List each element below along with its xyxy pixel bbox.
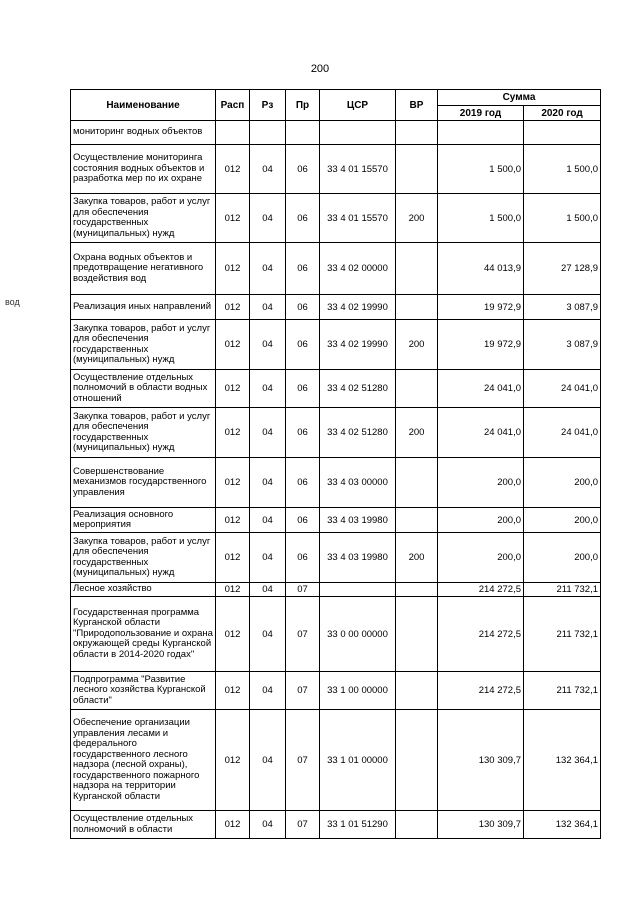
- cell-csr: 33 1 01 00000: [320, 710, 396, 811]
- cell-rz: 04: [250, 194, 286, 243]
- cell-sum-2019: 1 500,0: [438, 145, 524, 194]
- cell-rasp: 012: [216, 508, 250, 533]
- cell-rasp: 012: [216, 145, 250, 194]
- cell-vr: 200: [396, 320, 438, 370]
- header-year-2020: 2020 год: [524, 106, 601, 121]
- cell-rz: 04: [250, 583, 286, 597]
- budget-table: [70, 89, 601, 839]
- cell-sum-2020: 200,0: [524, 508, 601, 533]
- table-row: [71, 295, 601, 320]
- cell-name: Реализация основного мероприятия: [71, 508, 216, 533]
- cell-csr: 33 4 02 19990: [320, 295, 396, 320]
- cell-vr: 200: [396, 194, 438, 243]
- cell-rz: 04: [250, 458, 286, 508]
- cell-vr: 200: [396, 533, 438, 583]
- cell-sum-2019: 130 309,7: [438, 710, 524, 811]
- cell-rasp: 012: [216, 370, 250, 408]
- cell-rz: 04: [250, 597, 286, 672]
- cell-rz: 04: [250, 672, 286, 710]
- cell-sum-2020: [524, 121, 601, 145]
- cell-csr: [320, 583, 396, 597]
- cell-pr: 06: [286, 194, 320, 243]
- cell-rz: 04: [250, 533, 286, 583]
- cell-sum-2020: 3 087,9: [524, 295, 601, 320]
- cell-sum-2019: 214 272,5: [438, 672, 524, 710]
- cell-csr: 33 0 00 00000: [320, 597, 396, 672]
- cell-csr: 33 4 02 51280: [320, 370, 396, 408]
- cell-csr: 33 4 03 00000: [320, 458, 396, 508]
- cell-pr: 06: [286, 295, 320, 320]
- cell-pr: 07: [286, 672, 320, 710]
- cell-csr: [320, 121, 396, 145]
- cell-pr: 06: [286, 408, 320, 458]
- cell-vr: 200: [396, 408, 438, 458]
- table-row: [71, 533, 601, 583]
- cell-rasp: 012: [216, 710, 250, 811]
- cell-pr: 07: [286, 811, 320, 839]
- cell-sum-2020: 1 500,0: [524, 194, 601, 243]
- cell-sum-2019: 44 013,9: [438, 243, 524, 295]
- cell-csr: 33 4 03 19980: [320, 508, 396, 533]
- cell-pr: 06: [286, 508, 320, 533]
- table-row: [71, 408, 601, 458]
- table-row: [71, 145, 601, 194]
- cell-rz: 04: [250, 811, 286, 839]
- cell-sum-2019: 130 309,7: [438, 811, 524, 839]
- table-row: [71, 320, 601, 370]
- cell-pr: 06: [286, 145, 320, 194]
- margin-mark: вод: [5, 297, 20, 307]
- cell-rasp: 012: [216, 672, 250, 710]
- cell-rasp: 012: [216, 458, 250, 508]
- table-row: [71, 121, 601, 145]
- cell-pr: 07: [286, 583, 320, 597]
- cell-name: Государственная программа Курганской области "Природопользование и охрана окружающей среды Курганской области в 2014-2020 годах": [71, 597, 216, 672]
- cell-csr: 33 4 01 15570: [320, 145, 396, 194]
- header-rz: Рз: [250, 90, 286, 121]
- cell-sum-2019: 200,0: [438, 458, 524, 508]
- cell-name: Закупка товаров, работ и услуг для обеспечения государственных (муниципальных) нужд: [71, 408, 216, 458]
- cell-rz: 04: [250, 145, 286, 194]
- cell-rz: 04: [250, 320, 286, 370]
- cell-pr: 06: [286, 320, 320, 370]
- cell-vr: [396, 508, 438, 533]
- cell-name: Реализация иных направлений: [71, 295, 216, 320]
- header-rasp: Расп: [216, 90, 250, 121]
- header-csr: ЦСР: [320, 90, 396, 121]
- cell-vr: [396, 672, 438, 710]
- cell-sum-2020: 211 732,1: [524, 597, 601, 672]
- cell-vr: [396, 295, 438, 320]
- cell-vr: [396, 458, 438, 508]
- table-row: [71, 583, 601, 597]
- cell-name: Закупка товаров, работ и услуг для обеспечения государственных (муниципальных) нужд: [71, 320, 216, 370]
- cell-vr: [396, 121, 438, 145]
- cell-sum-2020: 24 041,0: [524, 408, 601, 458]
- cell-rz: 04: [250, 710, 286, 811]
- cell-sum-2020: 24 041,0: [524, 370, 601, 408]
- table-row: [71, 811, 601, 839]
- cell-rasp: 012: [216, 295, 250, 320]
- cell-vr: [396, 811, 438, 839]
- cell-sum-2019: 214 272,5: [438, 583, 524, 597]
- cell-vr: [396, 583, 438, 597]
- cell-sum-2019: 200,0: [438, 508, 524, 533]
- cell-vr: [396, 145, 438, 194]
- cell-name: Осуществление мониторинга состояния водных объектов и разработка мер по их охране: [71, 145, 216, 194]
- header-sum: Сумма: [438, 90, 601, 106]
- cell-rz: 04: [250, 408, 286, 458]
- cell-name: Закупка товаров, работ и услуг для обеспечения государственных (муниципальных) нужд: [71, 194, 216, 243]
- cell-pr: 06: [286, 243, 320, 295]
- cell-csr: 33 4 02 00000: [320, 243, 396, 295]
- cell-pr: 07: [286, 597, 320, 672]
- cell-name: Закупка товаров, работ и услуг для обеспечения государственных (муниципальных) нужд: [71, 533, 216, 583]
- cell-rasp: [216, 121, 250, 145]
- cell-name: Охрана водных объектов и предотвращение негативного воздействия вод: [71, 243, 216, 295]
- cell-sum-2020: 200,0: [524, 533, 601, 583]
- cell-rasp: 012: [216, 194, 250, 243]
- cell-rz: 04: [250, 295, 286, 320]
- cell-vr: [396, 243, 438, 295]
- cell-sum-2020: 211 732,1: [524, 583, 601, 597]
- cell-rasp: 012: [216, 583, 250, 597]
- cell-rasp: 012: [216, 811, 250, 839]
- header-name: Наименование: [71, 90, 216, 121]
- table-row: [71, 370, 601, 408]
- header-vr: ВР: [396, 90, 438, 121]
- table-row: [71, 243, 601, 295]
- cell-name: Лесное хозяйство: [71, 583, 216, 597]
- cell-vr: [396, 597, 438, 672]
- table-row: [71, 672, 601, 710]
- cell-csr: 33 1 01 51290: [320, 811, 396, 839]
- cell-sum-2019: 19 972,9: [438, 320, 524, 370]
- cell-rz: [250, 121, 286, 145]
- cell-pr: 06: [286, 533, 320, 583]
- cell-rasp: 012: [216, 408, 250, 458]
- table-body: [71, 121, 601, 839]
- cell-sum-2020: 1 500,0: [524, 145, 601, 194]
- cell-pr: 06: [286, 370, 320, 408]
- cell-csr: 33 4 03 19980: [320, 533, 396, 583]
- table-row: [71, 597, 601, 672]
- header-year-2019: 2019 год: [438, 106, 524, 121]
- cell-vr: [396, 710, 438, 811]
- cell-vr: [396, 370, 438, 408]
- cell-name: мониторинг водных объектов: [71, 121, 216, 145]
- table-row: [71, 710, 601, 811]
- cell-sum-2020: 132 364,1: [524, 710, 601, 811]
- cell-sum-2020: 3 087,9: [524, 320, 601, 370]
- cell-sum-2020: 200,0: [524, 458, 601, 508]
- table-row: [71, 458, 601, 508]
- header-pr: Пр: [286, 90, 320, 121]
- cell-pr: 07: [286, 710, 320, 811]
- cell-csr: 33 1 00 00000: [320, 672, 396, 710]
- cell-rasp: 012: [216, 597, 250, 672]
- cell-csr: 33 4 02 19990: [320, 320, 396, 370]
- cell-sum-2020: 132 364,1: [524, 811, 601, 839]
- cell-sum-2020: 27 128,9: [524, 243, 601, 295]
- cell-rasp: 012: [216, 243, 250, 295]
- page-number: 200: [310, 63, 330, 75]
- cell-name: Обеспечение организации управления лесами и федерального государственного лесного надзора (лесной охраны), государственного пожарного надзора на территории Курганской области: [71, 710, 216, 811]
- table-row: [71, 194, 601, 243]
- cell-sum-2019: 24 041,0: [438, 408, 524, 458]
- cell-sum-2020: 211 732,1: [524, 672, 601, 710]
- cell-rasp: 012: [216, 533, 250, 583]
- cell-sum-2019: 200,0: [438, 533, 524, 583]
- cell-sum-2019: 19 972,9: [438, 295, 524, 320]
- cell-rasp: 012: [216, 320, 250, 370]
- cell-rz: 04: [250, 508, 286, 533]
- cell-sum-2019: [438, 121, 524, 145]
- cell-sum-2019: 1 500,0: [438, 194, 524, 243]
- cell-name: Осуществление отдельных полномочий в области: [71, 811, 216, 839]
- cell-rz: 04: [250, 370, 286, 408]
- cell-csr: 33 4 01 15570: [320, 194, 396, 243]
- cell-name: Подпрограмма "Развитие лесного хозяйства Курганской области": [71, 672, 216, 710]
- cell-name: Осуществление отдельных полномочий в области водных отношений: [71, 370, 216, 408]
- cell-rz: 04: [250, 243, 286, 295]
- cell-csr: 33 4 02 51280: [320, 408, 396, 458]
- cell-pr: 06: [286, 458, 320, 508]
- table-row: [71, 508, 601, 533]
- cell-sum-2019: 214 272,5: [438, 597, 524, 672]
- cell-pr: [286, 121, 320, 145]
- cell-name: Совершенствование механизмов государственного управления: [71, 458, 216, 508]
- cell-sum-2019: 24 041,0: [438, 370, 524, 408]
